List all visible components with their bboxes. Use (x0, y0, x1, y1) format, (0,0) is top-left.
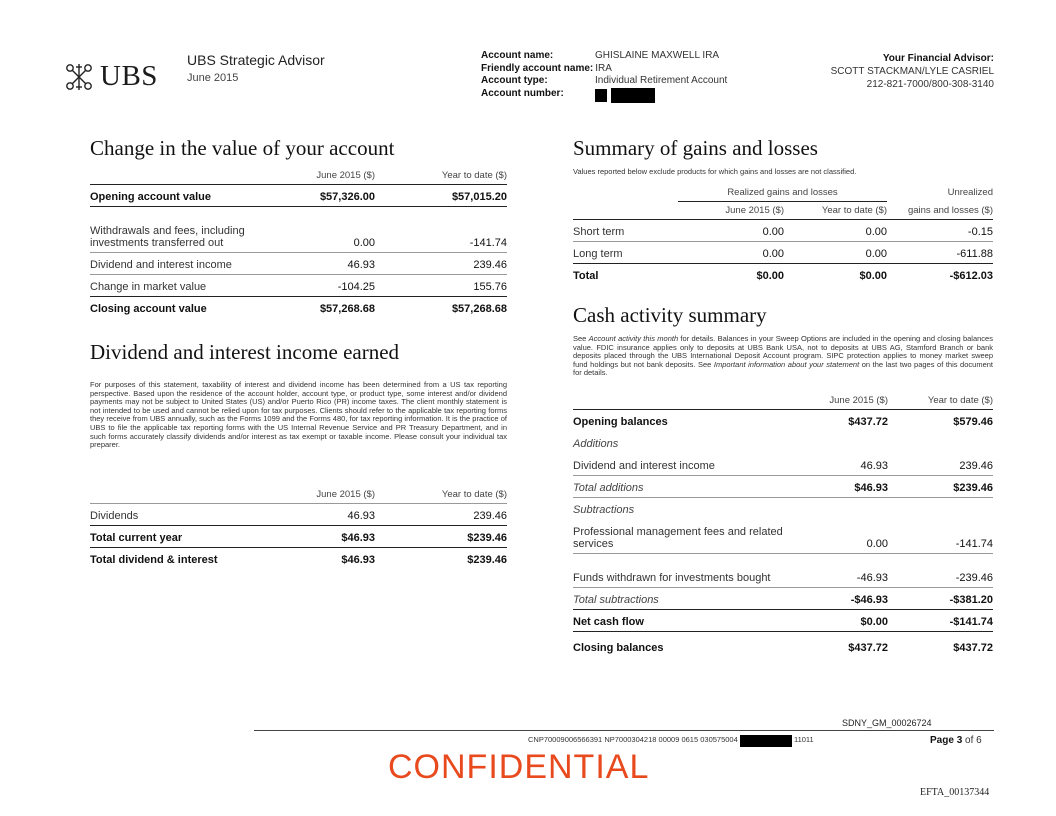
ubs-logo (62, 60, 158, 93)
table-row: Total dividend & interest $46.93 $239.46 (90, 554, 507, 566)
dividend-income-heading: Dividend and interest income earned (90, 340, 400, 364)
account-number-label: Account number: (481, 87, 564, 99)
table-row: Professional management fees and related services 0.00 -141.74 (573, 519, 993, 553)
change-in-value-section (90, 166, 507, 318)
account-name-value: GHISLAINE MAXWELL IRA (595, 50, 720, 61)
table-row: Closing balances $437.72 $437.72 (573, 642, 993, 654)
dividend-income-table (90, 485, 507, 569)
account-type-label: Account type: (481, 75, 548, 86)
change-in-value-table (90, 166, 507, 318)
efta-number: EFTA_00137344 (920, 787, 990, 798)
account-info (481, 50, 727, 103)
table-row: Total additions $46.93 $239.46 (573, 481, 993, 494)
dividend-tax-note: For purposes of this statement, taxability of interest and dividend income has been determined from a US tax reporting perspective. Based upon the residence of the account holder, account type, or product type, some interest and/or dividend payments may not be subject to United States (US) and/or Puerto Rico (PR) income taxes. The client monthly statement is not intended to be used and cannot be relied upon for tax purposes. Clients should refer to the applicable tax reporting forms they receive from UBS annually, such as the Forms 1099 and the Forms 480, for tax reporting information. It is the practice of UBS to file the applicable tax reporting forms with the US Internal Revenue Service and PR Treasury Department, and in such forms accurately classify dividends and/or interest as tax exempt or taxable income. Please consult your individual tax preparer. (90, 380, 507, 450)
table-row: Dividend and interest income 46.93 239.46 (573, 453, 993, 475)
col-ytd: Year to date ($) (441, 488, 507, 500)
gains-losses-section (573, 183, 993, 285)
table-row: Funds withdrawn for investments bought -46.93 -239.46 (573, 553, 993, 587)
unrealized-group-header: Unrealized (947, 187, 993, 198)
account-name-label: Account name: (481, 50, 554, 61)
dividend-income-section (90, 485, 507, 569)
table-row: Opening balances $437.72 $579.46 (573, 409, 993, 431)
cash-activity-section (573, 391, 993, 657)
cash-activity-table (573, 391, 993, 657)
change-in-value-heading: Change in the value of your account (90, 136, 395, 160)
table-row: Dividend and interest income 46.93 239.46 (90, 252, 507, 274)
table-row: Long term 0.00 0.00 -611.88 (573, 241, 993, 263)
table-row: Dividends 46.93 239.46 (90, 503, 507, 525)
account-number-redacted (595, 88, 655, 103)
table-row: Opening account value $57,326.00 $57,015.20 (90, 184, 507, 206)
table-row: Net cash flow $0.00 -$141.74 (573, 609, 993, 631)
table-row: Subtractions (573, 497, 993, 519)
table-row: Short term 0.00 0.00 -0.15 (573, 219, 993, 241)
col-june: June 2015 ($) (316, 488, 375, 500)
col-ytd: Year to date ($) (927, 394, 993, 406)
realized-group-header: Realized gains and losses (678, 183, 887, 201)
bates-number: SDNY_GM_00026724 (842, 718, 932, 728)
col-ytd: Year to date ($) (821, 204, 887, 216)
table-row: Total $0.00 $0.00 -$612.03 (573, 270, 993, 282)
advisor-names: SCOTT STACKMAN/LYLE CASRIEL (830, 66, 994, 77)
table-row: Total current year $46.93 $239.46 (90, 525, 507, 547)
col-june: June 2015 ($) (829, 394, 888, 406)
document-code: CNP70009006566391 NP7000304218 00009 0615 030575004 11011 (528, 735, 814, 747)
friendly-name-value: IRA (595, 62, 612, 74)
ubs-keys-icon (62, 62, 96, 92)
table-row: Change in market value -104.25 155.76 (90, 274, 507, 296)
col-unrealized: gains and losses ($) (907, 204, 993, 216)
confidential-stamp: CONFIDENTIAL (388, 748, 650, 786)
gains-losses-heading: Summary of gains and losses (573, 136, 818, 160)
cash-activity-heading: Cash activity summary (573, 303, 767, 327)
gains-losses-note: Values reported below exclude products for which gains and losses are not classified. (573, 167, 857, 176)
statement-title: UBS Strategic Advisor (187, 52, 325, 68)
financial-advisor (831, 52, 994, 91)
account-type-value: Individual Retirement Account (595, 75, 728, 86)
friendly-name-label: Friendly account name: (481, 62, 594, 74)
redaction-box (740, 735, 792, 747)
table-row: Closing account value $57,268.68 $57,268.68 (90, 303, 507, 315)
table-row: Withdrawals and fees, including investments transferred out 0.00 -141.74 (90, 206, 507, 252)
advisor-phones: 212-821-7000/800-308-3140 (866, 79, 994, 90)
col-june: June 2015 ($) (725, 204, 784, 216)
col-june: June 2015 ($) (316, 169, 375, 181)
advisor-title: Your Financial Advisor: (882, 53, 994, 64)
page-number: Page 3 of 6 (930, 735, 982, 746)
footer-divider (254, 730, 994, 731)
gains-losses-table (573, 183, 993, 285)
table-row: Total subtractions -$46.93 -$381.20 (573, 587, 993, 609)
logo-text: UBS (100, 60, 158, 92)
table-row: Additions (573, 438, 619, 450)
cash-activity-note: See Account activity this month for details. Balances in your Sweep Options are included in the opening and closing balances value. FDIC insurance applies only to deposits at UBS Bank USA, not to deposits at UBS AG, Stamford Branch or bank deposits placed through the UBS International Deposit Account program. SIPC protection applies to money market sweep fund holdings but not bank deposits. See Important information about your statement on the last two pages of this document for details. (573, 334, 993, 378)
col-ytd: Year to date ($) (441, 169, 507, 181)
statement-date: June 2015 (187, 72, 239, 84)
